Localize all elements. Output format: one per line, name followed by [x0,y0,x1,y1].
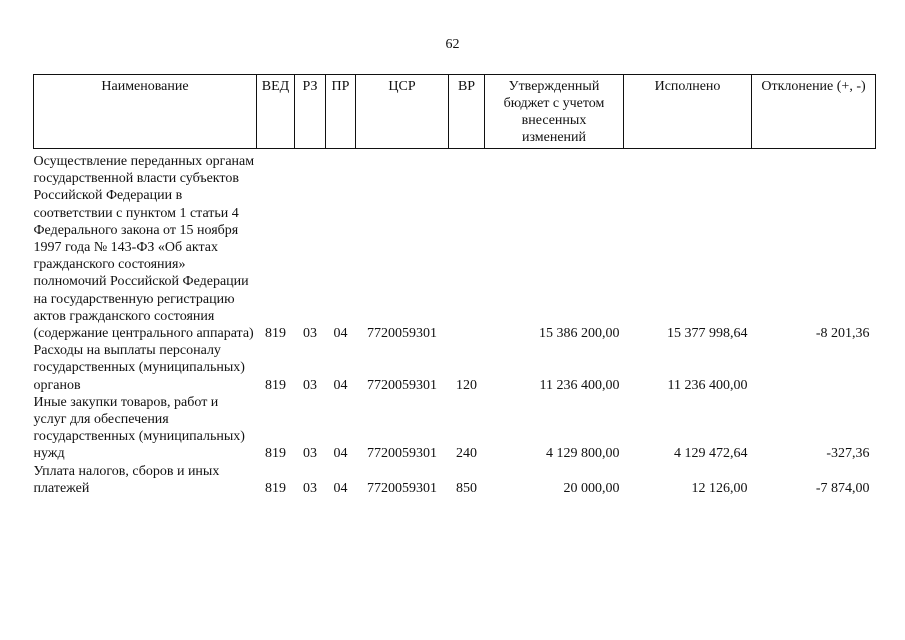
row-vr: 120 [456,377,477,393]
row-pr: 04 [333,446,348,462]
header-deviation: Отклонение (+, -) [752,75,876,149]
header-executed: Исполнено [624,75,752,149]
row-name: Иные закупки товаров, работ и услуг для обеспечения государственных (муниципальных) нужд [33,394,245,462]
header-name: Наименование [34,75,257,149]
row-approved: 4 129 800,00 [546,446,620,462]
row-executed: 15 377 998,64 [667,326,748,342]
row-deviation: -327,36 [826,446,870,462]
row-approved: 20 000,00 [563,480,620,496]
row-approved: 11 236 400,00 [539,377,620,393]
row-ved: 819 [265,480,286,496]
row-name: Расходы на выплаты персоналу государственных (муниципальных) органов [33,343,245,393]
row-ved: 819 [265,326,286,342]
row-csr: 7720059301 [367,377,437,393]
row-csr: 7720059301 [367,480,437,496]
budget-execution-table [33,74,876,497]
table-header-row [34,75,876,149]
table-row [34,342,876,394]
row-executed: 12 126,00 [691,480,748,496]
row-pr: 04 [333,326,348,342]
row-executed: 11 236 400,00 [667,377,748,393]
row-csr: 7720059301 [367,446,437,462]
row-deviation: -8 201,36 [815,326,870,342]
page-number: 62 [445,37,460,52]
header-vr: ВР [449,75,485,149]
row-name: Уплата налогов, сборов и иных платежей [33,463,220,496]
row-vr [449,149,485,343]
row-ved: 819 [265,377,286,393]
row-ved: 819 [265,446,286,462]
row-deviation [752,342,876,394]
row-rz: 03 [303,480,317,496]
row-rz: 03 [303,377,317,393]
header-approved-budget: Утвержденный бюджет с учетом внесенных изменений [485,75,624,149]
row-vr: 240 [456,446,477,462]
row-rz: 03 [303,446,317,462]
header-rz: РЗ [295,75,326,149]
header-pr: ПР [326,75,356,149]
row-name: Осуществление переданных органам государственной власти субъектов Российской Федерации в соответствии с пунктом 1 статьи 4 Федерального закона от 15 ноября 1997 года № 143-ФЗ «Об актах гражданского состояния» полномочий Российской Федерации на государственную регистрацию актов гражданского состояния (содержание центрального аппарата) [33,154,255,342]
row-pr: 04 [333,377,348,393]
row-approved: 15 386 200,00 [539,326,620,342]
row-executed: 4 129 472,64 [674,446,748,462]
row-csr: 7720059301 [367,326,437,342]
row-deviation: -7 874,00 [815,480,870,496]
table-row [34,149,876,343]
table-row [34,463,876,497]
header-ved: ВЕД [257,75,295,149]
table-row [34,394,876,463]
row-rz: 03 [303,326,317,342]
row-vr: 850 [456,480,477,496]
header-csr: ЦСР [356,75,449,149]
row-pr: 04 [333,480,348,496]
